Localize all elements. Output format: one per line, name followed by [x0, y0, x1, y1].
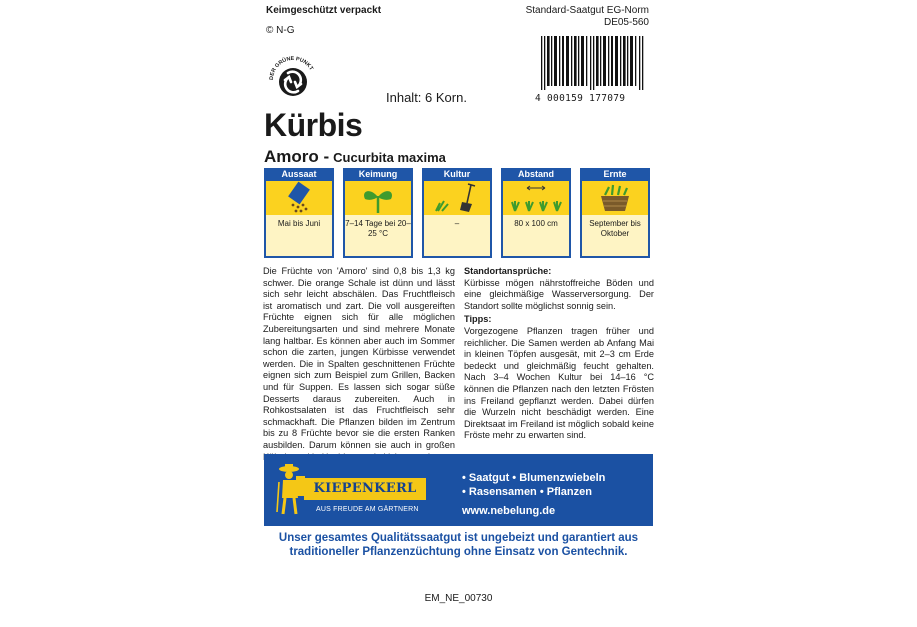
- tipps-text: Vorgezogene Pflanzen tragen früher und reichlicher. Die Samen werden ab Anfang Mai in kleinen Töpfen ausgesät, mit 2–3 cm Erde bedeckt und gleichmäßig feucht gehalten. Nach 3–4 Wochen Kultur bei 14–16 °C können die Pflanzen nach den letzten Frösten ins Freiland gepflanzt werden. Dabei dürfen die Wurzeln nicht beschädigt werden. Eine Direktsaat im Freiland ist möglich sobald keine Fröste mehr zu erwarten sind.: [464, 325, 654, 441]
- variety-name: Amoro -: [264, 147, 330, 166]
- brand-name: KIEPENKERL: [304, 478, 426, 500]
- latin-name: Cucurbita maxima: [333, 150, 446, 165]
- copyright-note: © N-G: [266, 25, 295, 36]
- tile-label: Abstand: [518, 169, 554, 179]
- spacing-icon: [503, 181, 569, 215]
- quality-statement: [264, 531, 653, 559]
- header-standard-line1: Standard-Saatgut EG-Norm: [525, 5, 649, 16]
- article-code: EM_NE_00730: [424, 593, 493, 604]
- barcode-number: 4 000159 177079: [535, 93, 626, 104]
- logo-text: DER GRÜNE PUNKT: [268, 55, 315, 81]
- tile-label: Ernte: [603, 169, 627, 179]
- tile-label: Aussaat: [281, 169, 317, 179]
- tile-keimung: [343, 168, 413, 258]
- tile-text: 7–14 Tage bei 20–25 °C: [345, 219, 411, 238]
- standort-heading: Standortansprüche:: [464, 266, 552, 276]
- right-column: [464, 266, 654, 442]
- kiepenkerl-figure-icon: [274, 462, 308, 518]
- product-title: Kürbis: [264, 107, 363, 143]
- website-link[interactable]: www.nebelung.de: [462, 505, 556, 517]
- standort-text: Kürbisse mögen nährstoffreiche Böden und eine gleichmäßige Wasserversorgung. Der Standort sollte möglichst sonnig sein.: [464, 277, 654, 311]
- tile-label: Keimung: [358, 169, 398, 179]
- harvest-basket-icon: [582, 181, 648, 215]
- header-packaging-note: Keimgeschützt verpackt: [266, 5, 382, 16]
- content-amount: Inhalt: 6 Korn.: [386, 90, 467, 105]
- product-range: [462, 471, 605, 499]
- tile-ernte: [580, 168, 650, 258]
- quality-line2: traditioneller Pflanzenzüchtung ohne Einsatz von Gentechnik.: [289, 546, 628, 558]
- tile-text: 80 x 100 cm: [514, 219, 558, 228]
- tile-text: –: [454, 219, 460, 228]
- description-text: Die Früchte von 'Amoro' sind 0,8 bis 1,3 kg schwer. Die orange Schale ist dünn und lässt sich sehr leicht abschälen. Das Fruchtfleisch ist aromatisch und zart. Die voll ausgereiften Früchte eignen sich für alle möglichen Zubereitungsarten und sind mehrere Monate lang haltbar. Es können aber auch im Sommer schon die zarten, jungen Kürbisse verwendet werden. Die in Spalten geschnittenen Früchte eignen sich zum Beispiel zum Grillen, Backen und für Suppen. Es lassen sich sogar süße Desserts daraus zubereiten. Auch in Rohkostsalaten ist das Fruchtfleisch sehr schmackhaft. Die Pflanzen bilden im Zentrum bis zu 8 Früchte bevor sie die ersten Ranken ausbilden. Darum können sie auch in großen: [263, 266, 455, 450]
- brand-banner: [264, 454, 653, 526]
- tile-label: Kultur: [443, 169, 471, 179]
- tile-aussaat: [264, 168, 334, 258]
- brand-slogan: AUS FREUDE AM GÄRTNERN: [316, 506, 419, 513]
- green-dot-logo: [264, 49, 322, 107]
- product-range-line1: • Saatgut • Blumenzwiebeln: [462, 472, 606, 484]
- seedling-icon: [345, 181, 411, 215]
- tile-text: September bis Oktober: [589, 219, 641, 238]
- tile-text: Mai bis Juni: [277, 219, 321, 228]
- tile-kultur: [422, 168, 492, 258]
- product-subtitle: [264, 147, 446, 167]
- header-standard: [526, 5, 649, 29]
- spade-plants-icon: [424, 181, 490, 215]
- product-range-line2: • Rasensamen • Pflanzen: [462, 486, 592, 498]
- barcode: [535, 36, 649, 102]
- header-standard-line2: DE05-560: [603, 17, 649, 28]
- seed-bag-icon: [266, 181, 332, 215]
- tile-abstand: [501, 168, 571, 258]
- quality-line1: Unser gesamtes Qualitätssaatgut ist ungebeizt und garantiert aus: [278, 532, 639, 544]
- barcode-bars: [535, 36, 649, 90]
- tipps-heading: Tipps:: [464, 314, 492, 325]
